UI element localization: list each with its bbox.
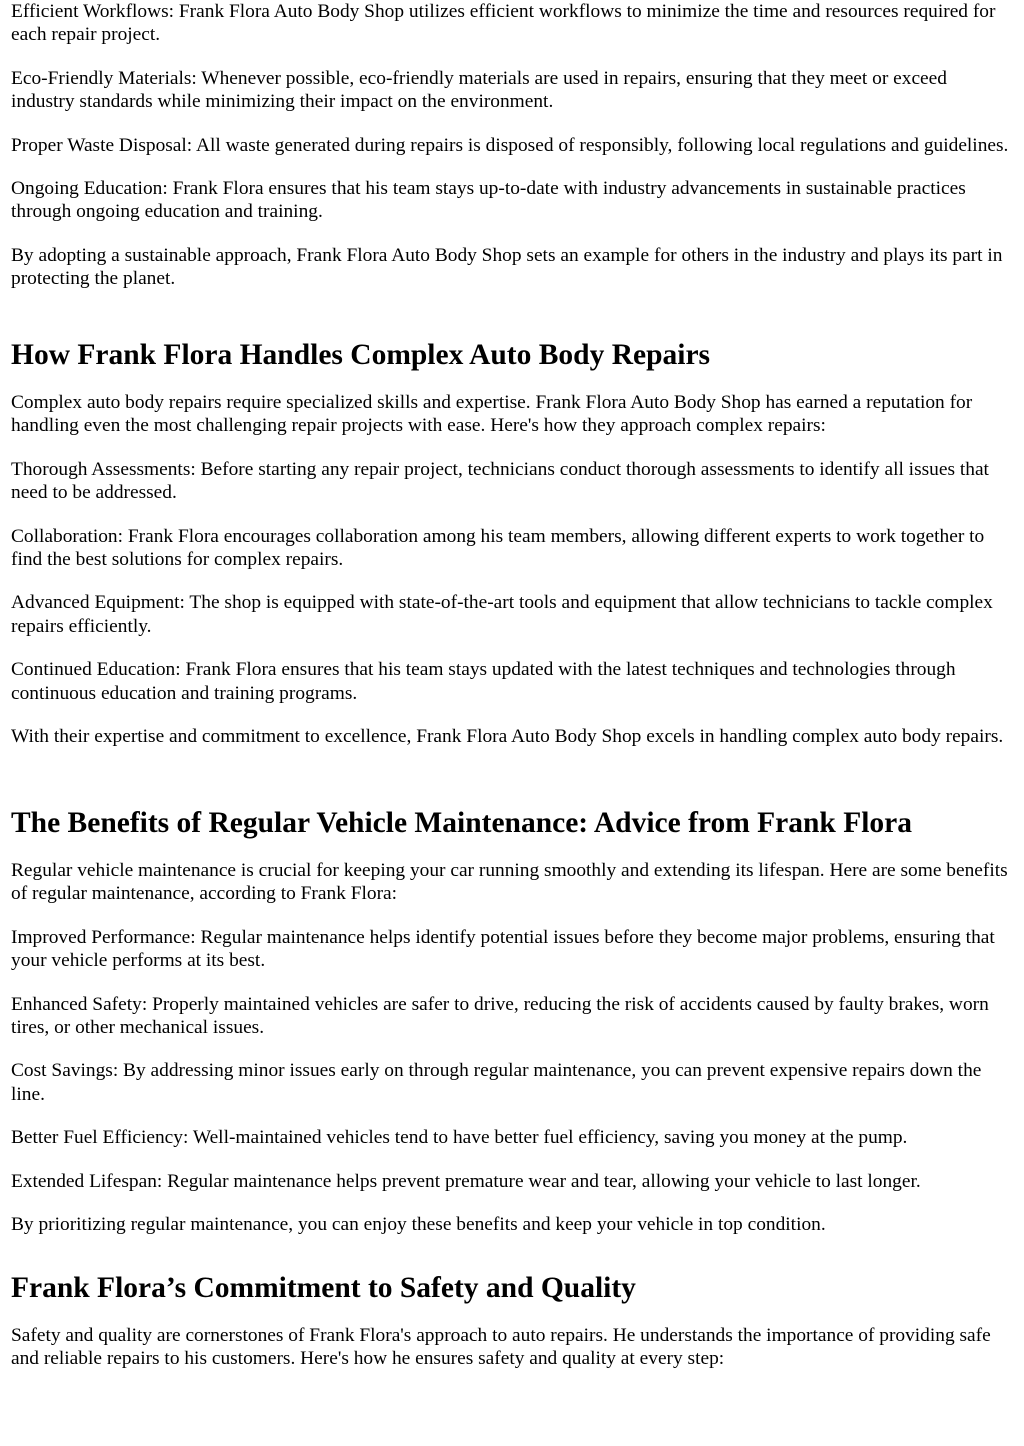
paragraph-proper-waste-disposal: Proper Waste Disposal: All waste generated during repairs is disposed of responsibly, following local regulations and guidelines. <box>11 134 1009 156</box>
paragraph-complex-intro: Complex auto body repairs require specialized skills and expertise. Frank Flora Auto Body Shop has earned a reputation for handling even the most challenging repair projects with ease. Here's how they approach complex repairs: <box>11 392 973 437</box>
paragraph-thorough-assessments: Thorough Assessments: Before starting any repair project, technicians conduct thorough assessments to identify all issues that need to be addressed. <box>11 458 989 504</box>
paragraph-continued-education: Continued Education: Frank Flora ensures that his team stays updated with the latest techniques and technologies through continuous education and training programs. <box>11 659 956 704</box>
paragraph-extended-lifespan: Extended Lifespan: Regular maintenance helps prevent premature wear and tear, allowing your vehicle to last longer. <box>11 1170 921 1192</box>
section-complex-repairs <box>11 337 1014 768</box>
paragraph-maintenance-intro: Regular vehicle maintenance is crucial for keeping your car running smoothly and extending its lifespan. Here are some benefits of regular maintenance, according to Frank Flora: <box>11 860 1008 905</box>
paragraph-ongoing-education: Ongoing Education: Frank Flora ensures that his team stays up-to-date with industry advancements in sustainable practices through ongoing education and training. <box>11 178 966 223</box>
paragraph-sustainability-summary: By adopting a sustainable approach, Frank Flora Auto Body Shop sets an example for others in the industry and plays its part in protecting the planet. <box>11 244 1003 290</box>
section-sustainability-continued <box>11 0 1014 311</box>
paragraph-enhanced-safety: Enhanced Safety: Properly maintained vehicles are safer to drive, reducing the risk of accidents caused by faulty brakes, worn tires, or other mechanical issues. <box>11 993 989 1039</box>
heading-safety-quality: Frank Flora’s Commitment to Safety and Quality <box>11 1272 636 1304</box>
paragraph-eco-friendly-materials: Eco-Friendly Materials: Whenever possible, eco-friendly materials are used in repairs, ensuring that they meet or exceed industry standards while minimizing their impact on the environment. <box>11 67 947 113</box>
paragraph-fuel-efficiency: Better Fuel Efficiency: Well-maintained vehicles tend to have better fuel efficiency, saving you money at the pump. <box>11 1127 908 1149</box>
section-safety-quality <box>11 1270 1014 1391</box>
heading-complex-repairs: How Frank Flora Handles Complex Auto Body Repairs <box>11 339 711 371</box>
paragraph-cost-savings: Cost Savings: By addressing minor issues early on through regular maintenance, you can prevent expensive repairs down the line. <box>11 1060 982 1105</box>
paragraph-complex-summary: With their expertise and commitment to excellence, Frank Flora Auto Body Shop excels in handling complex auto body repairs. <box>11 726 1004 748</box>
heading-regular-maintenance: The Benefits of Regular Vehicle Maintenance: Advice from Frank Flora <box>11 807 913 839</box>
paragraph-maintenance-summary: By prioritizing regular maintenance, you can enjoy these benefits and keep your vehicle in top condition. <box>11 1214 826 1236</box>
section-regular-maintenance <box>11 805 1014 1256</box>
paragraph-collaboration: Collaboration: Frank Flora encourages collaboration among his team members, allowing different experts to work together to find the best solutions for complex repairs. <box>11 525 985 571</box>
paragraph-safety-intro: Safety and quality are cornerstones of Frank Flora's approach to auto repairs. He understands the importance of providing safe and reliable repairs to his customers. Here's how he ensures safety and quality at every step: <box>11 1325 991 1370</box>
paragraph-improved-performance: Improved Performance: Regular maintenance helps identify potential issues before they become major problems, ensuring that your vehicle performs at its best. <box>11 926 995 972</box>
paragraph-advanced-equipment: Advanced Equipment: The shop is equipped with state-of-the-art tools and equipment that allow technicians to tackle complex repairs efficiently. <box>11 592 993 637</box>
paragraph-efficient-workflows: Efficient Workflows: Frank Flora Auto Body Shop utilizes efficient workflows to minimize the time and resources required for each repair project. <box>11 1 996 46</box>
